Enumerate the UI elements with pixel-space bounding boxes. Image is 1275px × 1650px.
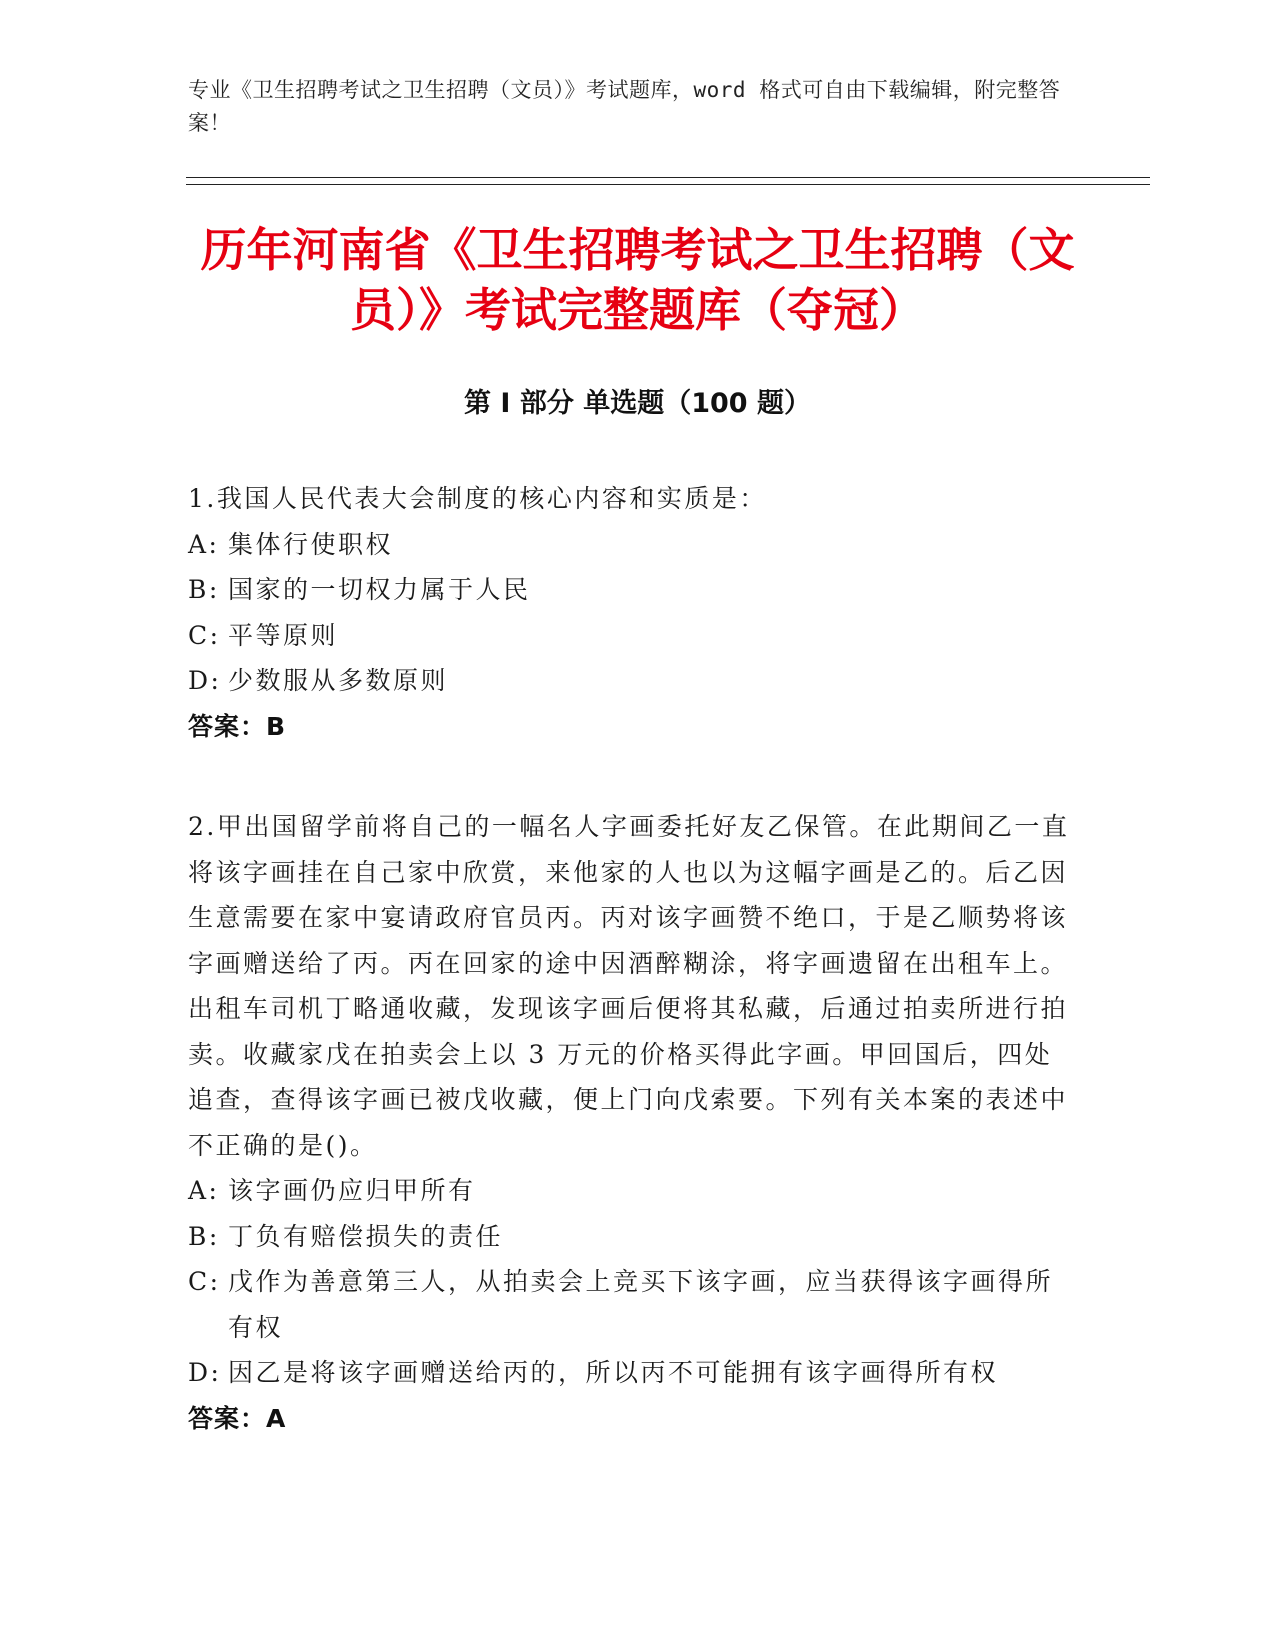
option-text: 丁负有赔偿损失的责任 [228,1221,504,1251]
option-d [188,1350,1078,1396]
option-text: 少数服从多数原则 [228,666,449,695]
header-divider-bottom [186,184,1150,185]
section-heading: 第 I 部分 单选题（100 题） [463,388,811,419]
question-1 [188,476,1078,749]
option-c [188,613,1078,659]
answer-line: 答案：B [188,711,287,741]
option-letter: D: [188,666,222,695]
option-b [188,1214,1078,1260]
option-letter: D: [188,1358,222,1387]
question-list [188,476,1078,1441]
option-text: 平等原则 [228,620,339,650]
option-a [188,522,1078,568]
option-letter: A: [188,529,220,559]
option-d [188,658,1078,704]
option-text: 戊作为善意第三人，从拍卖会上竞买下该字画，应当获得该字画得所有权 [228,1267,1054,1342]
option-letter: A: [188,1176,220,1205]
option-text: 该字画仍应归甲所有 [228,1176,476,1205]
question-2 [188,804,1078,1441]
header-note: 专业《卫生招聘考试之卫生招聘（文员）》考试题库，word 格式可自由下载编辑，附完整答案！ [188,78,1061,135]
option-c [188,1259,1078,1350]
option-text: 集体行使职权 [228,529,394,559]
option-letter: C: [188,1267,221,1296]
question-stem: 2.甲出国留学前将自己的一幅名人字画委托好友乙保管。在此期间乙一直将该字画挂在自己家中欣赏，来他家的人也以为这幅字画是乙的。后乙因生意需要在家中宴请政府官员丙。丙对该字画赞不绝口，于是乙顺势将该字画赠送给了丙。丙在回家的途中因酒醉糊涂，将字画遗留在出租车上。出租车司机丁略通收藏，发现该字画后便将其私藏，后通过拍卖所进行拍卖。收藏家戊在拍卖会上以 3 万元的价格买得此字画。甲回国后，四处追查，查得该字画已被戊收藏，便上门向戊索要。下列有关本案的表述中不正确的是()。 [188,812,1070,1160]
option-text: 因乙是将该字画赠送给丙的，所以丙不可能拥有该字画得所有权 [228,1358,999,1387]
option-text: 国家的一切权力属于人民 [228,575,531,604]
document-title: 历年河南省《卫生招聘考试之卫生招聘（文员）》考试完整题库（夺冠） [200,223,1075,337]
question-stem: 1.我国人民代表大会制度的核心内容和实质是： [188,484,767,513]
option-letter: B: [188,1221,220,1251]
option-letter: C: [188,620,221,650]
option-b [188,567,1078,613]
header-divider-top [186,177,1150,178]
answer-line: 答案：A [188,1403,287,1433]
option-letter: B: [188,575,220,604]
option-a [188,1168,1078,1214]
